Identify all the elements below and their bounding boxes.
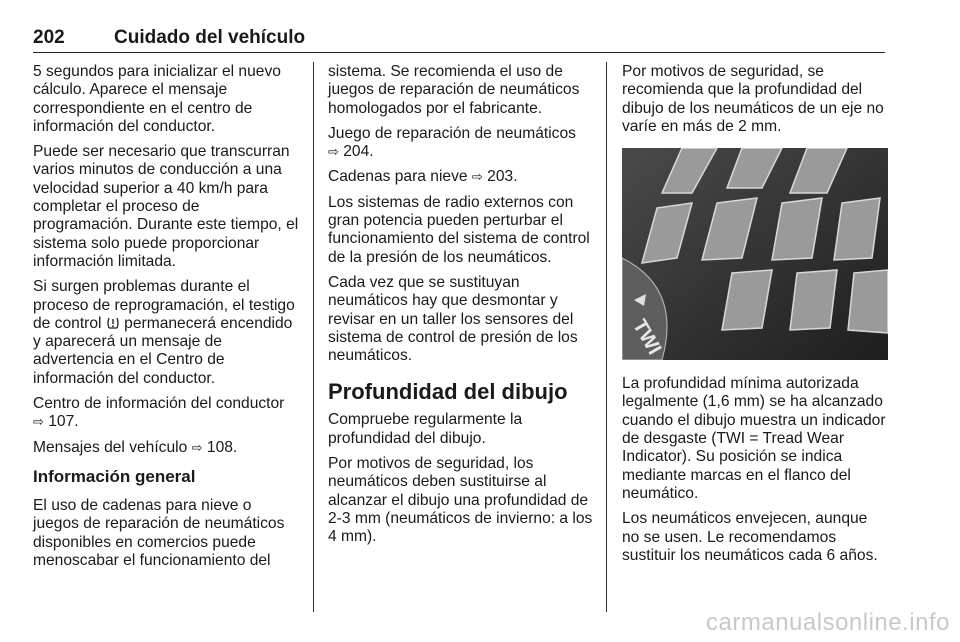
paragraph: El uso de cadenas para nieve o juegos de reparación de neumáticos disponibles en comercios puede menoscabar el funcionamiento del [33, 496, 285, 569]
cross-reference[interactable] [33, 395, 301, 432]
paragraph-text: permanecerá encendido y aparecerá un mensaje de advertencia en el Centro de información del conductor. [33, 314, 293, 387]
cross-reference[interactable] [33, 439, 301, 457]
tire-tread-image [622, 148, 888, 360]
ref-label: Mensajes del vehículo [33, 438, 188, 456]
cross-reference[interactable] [328, 168, 593, 186]
cross-reference[interactable] [328, 125, 593, 162]
watermark: carmanualsonline.info [706, 609, 950, 636]
column-divider [606, 62, 607, 612]
paragraph: Los neumáticos envejecen, aunque no se usen. Le recomendamos sustituir los neumáticos cada 6 años. [622, 510, 878, 564]
column-left [33, 63, 301, 577]
twi-label: TWI [628, 316, 666, 359]
ref-page: 204. [343, 143, 374, 161]
ref-label: Juego de reparación de neumáticos [328, 124, 576, 142]
subheading: Información general [33, 466, 196, 486]
paragraph [33, 278, 301, 388]
ref-label: Centro de información del conductor [33, 395, 285, 413]
ref-page: 108. [206, 438, 238, 456]
column-middle [328, 63, 593, 554]
paragraph: Compruebe regularmente la profundidad del dibujo. [328, 411, 523, 447]
paragraph: La profundidad mínima autorizada legalmente (1,6 mm) se ha alcanzado cuando el dibujo muestra un indicador de desgaste (TWI = Tread Wear Indicator). Su posición se indica mediante marcas en el flanco del neumático. [622, 375, 886, 502]
paragraph: Puede ser necesario que transcurran varios minutos de conducción a una velocidad superior a 40 km/h para completar el proceso de programación. Durante este tiempo, el sistema solo puede proporcionar información limitada. [33, 143, 299, 270]
arrow-right-icon: ⇨ [328, 144, 339, 160]
column-divider [313, 62, 314, 612]
page-number: 202 [33, 27, 65, 48]
arrow-right-icon: ⇨ [471, 169, 483, 185]
ref-label: Cadenas para nieve [328, 168, 468, 186]
tire-pressure-warning-icon [106, 316, 120, 330]
arrow-right-icon: ⇨ [191, 439, 203, 455]
paragraph: Por motivos de seguridad, los neumáticos deben sustituirse al alcanzar el dibujo una profundidad de 2-3 mm (neumáticos de invierno: a los 4 mm). [328, 455, 593, 546]
paragraph: 5 segundos para inicializar el nuevo cálculo. Aparece el mensaje correspondiente en el centro de información del conductor. [33, 63, 281, 135]
paragraph: Por motivos de seguridad, se recomienda que la profundidad del dibujo de los neumáticos de un eje no varíe en más de 2 mm. [622, 63, 884, 135]
paragraph-text: Si surgen problemas durante el proceso de reprogramación, el testigo de control [33, 278, 295, 332]
page-header [33, 26, 885, 53]
ref-page: 107. [48, 413, 79, 431]
paragraph: Cada vez que se sustituyan neumáticos hay que desmontar y revisar en un taller los sensores del sistema de control de presión de los neumáticos. [328, 273, 578, 365]
section-title: Cuidado del vehículo [114, 27, 306, 48]
paragraph: Los sistemas de radio externos con gran potencia pueden perturbar el funcionamiento del sistema de control de la presión de los neumáticos. [328, 193, 590, 266]
section-heading: Profundidad del dibujo [328, 379, 568, 405]
ref-page: 203. [487, 168, 518, 186]
column-right [622, 63, 888, 572]
arrow-right-icon: ⇨ [33, 414, 44, 430]
paragraph: sistema. Se recomienda el uso de juegos de reparación de neumáticos homologados por el fabricante. [328, 63, 580, 117]
